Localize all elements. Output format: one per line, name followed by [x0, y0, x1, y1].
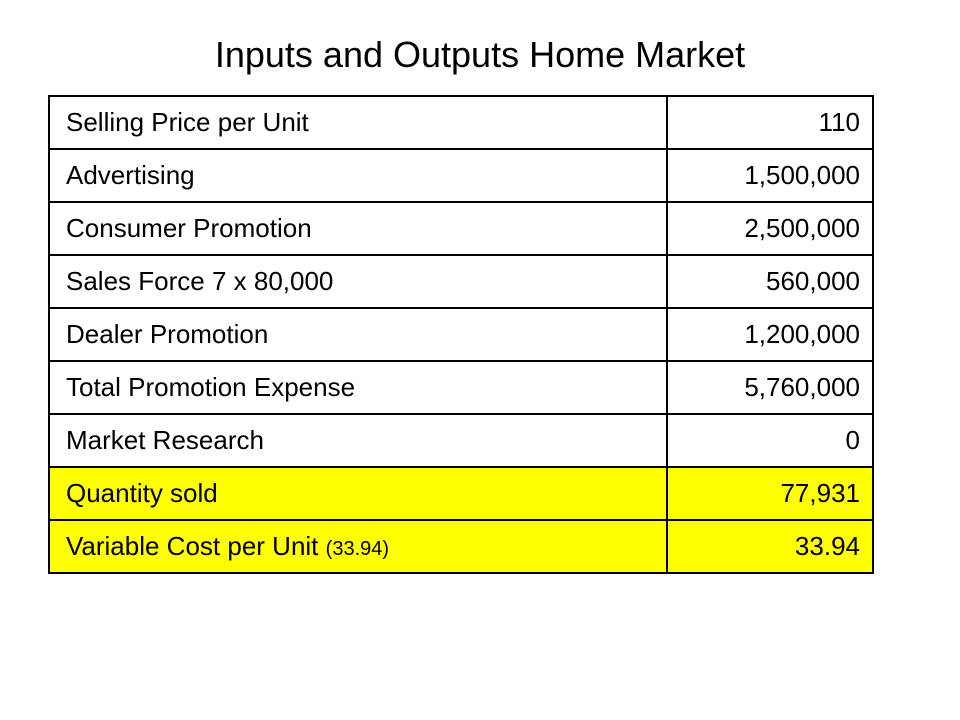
row-value: 560,000	[667, 255, 873, 308]
table-row	[49, 149, 873, 202]
table-row-highlighted	[49, 520, 873, 573]
row-label: Total Promotion Expense	[66, 372, 356, 402]
table-row	[49, 202, 873, 255]
row-label-cell	[49, 308, 667, 361]
row-value: 77,931	[667, 467, 873, 520]
table-row	[49, 308, 873, 361]
slide-title: Inputs and Outputs Home Market	[214, 34, 746, 75]
row-label-cell	[49, 96, 667, 149]
row-label: Market Research	[66, 425, 264, 455]
row-label: Advertising	[66, 160, 195, 190]
row-value: 110	[667, 96, 873, 149]
row-value: 1,200,000	[667, 308, 873, 361]
row-label: Sales Force 7 x 80,000	[66, 266, 334, 296]
row-value: 1,500,000	[667, 149, 873, 202]
row-label-cell	[49, 202, 667, 255]
table-row	[49, 96, 873, 149]
row-label: Dealer Promotion	[66, 319, 269, 349]
row-label-cell	[49, 467, 667, 520]
table-row	[49, 361, 873, 414]
table-row	[49, 414, 873, 467]
inputs-outputs-table	[48, 95, 874, 574]
table-row-highlighted	[49, 467, 873, 520]
row-note: (33.94)	[325, 538, 390, 560]
row-label-cell	[49, 149, 667, 202]
row-label: Selling Price per Unit	[66, 107, 309, 137]
table-body	[49, 96, 873, 573]
row-label: Quantity sold	[66, 478, 218, 508]
table-row	[49, 255, 873, 308]
row-value: 33.94	[667, 520, 873, 573]
row-value: 2,500,000	[667, 202, 873, 255]
row-label: Consumer Promotion	[66, 213, 312, 243]
row-value: 5,760,000	[667, 361, 873, 414]
row-value: 0	[667, 414, 873, 467]
row-label-cell	[49, 255, 667, 308]
row-label-cell	[49, 361, 667, 414]
row-label-cell	[49, 520, 667, 573]
row-label: Variable Cost per Unit	[66, 531, 319, 561]
row-label-cell	[49, 414, 667, 467]
